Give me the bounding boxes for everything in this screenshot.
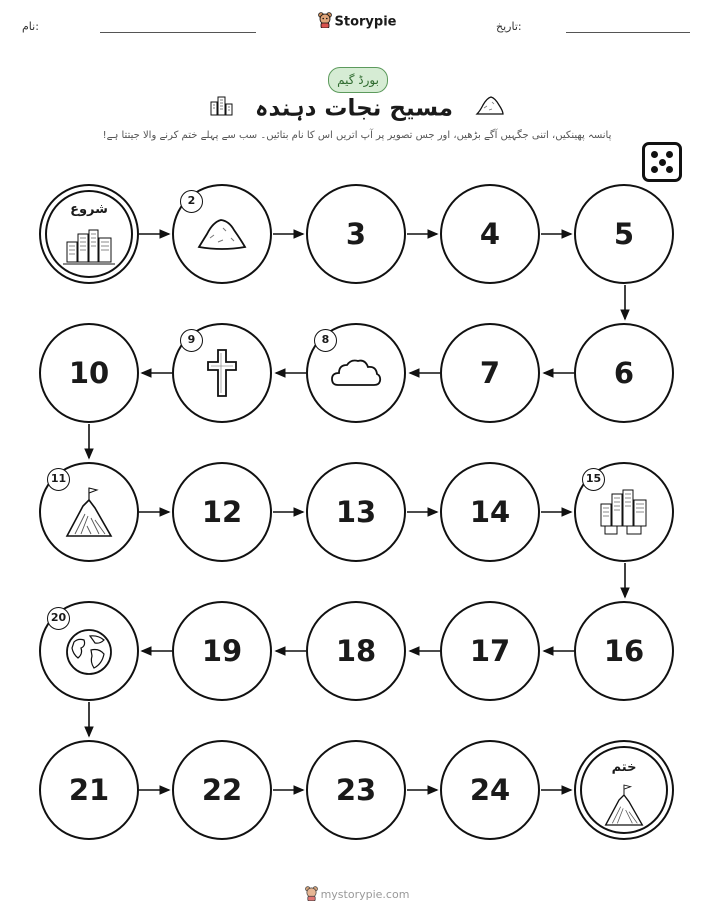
space-number: 13 xyxy=(335,495,377,529)
space-6[interactable] xyxy=(574,323,674,423)
instructions: پانسہ پھینکیں، اتنی جگہیں آگے بڑھیں، اور جس تصویر پر آپ اتریں اس کا نام بتائیں۔ سب سے پہلے ختم کرنے والا جیتتا ہے! xyxy=(102,130,612,141)
space-22[interactable] xyxy=(172,740,272,840)
space-number-badge: 11 xyxy=(47,468,70,491)
space-16[interactable] xyxy=(574,601,674,701)
cloud-icon xyxy=(330,357,382,389)
space-12[interactable] xyxy=(172,462,272,562)
space-number-badge: 2 xyxy=(180,190,203,213)
city-icon xyxy=(61,228,117,268)
space-finish[interactable] xyxy=(574,740,674,840)
space-15[interactable] xyxy=(574,462,674,562)
mountain-icon xyxy=(604,783,644,827)
space-19[interactable] xyxy=(172,601,272,701)
space-number: 18 xyxy=(335,634,377,668)
space-number: 4 xyxy=(479,217,501,251)
space-number: 12 xyxy=(201,495,243,529)
rock-icon xyxy=(196,216,248,252)
footer-site[interactable]: mystorypie.com xyxy=(320,888,410,901)
space-4[interactable] xyxy=(440,184,540,284)
date-label: تاریخ: xyxy=(496,20,522,33)
space-21[interactable] xyxy=(39,740,139,840)
city-icon xyxy=(597,488,651,536)
space-8[interactable] xyxy=(306,323,406,423)
space-24[interactable] xyxy=(440,740,540,840)
space-9[interactable] xyxy=(172,323,272,423)
space-number: 7 xyxy=(479,356,501,390)
space-20[interactable] xyxy=(39,601,139,701)
globe-icon xyxy=(64,626,114,676)
space-number: 21 xyxy=(68,773,110,807)
space-23[interactable] xyxy=(306,740,406,840)
space-number-badge: 8 xyxy=(314,329,337,352)
space-number: 24 xyxy=(469,773,511,807)
title-text: مسیح نجات دہندہ xyxy=(254,95,453,122)
space-17[interactable] xyxy=(440,601,540,701)
start-label: شروع xyxy=(70,202,108,217)
name-label: نام: xyxy=(22,20,39,33)
space-number: 6 xyxy=(613,356,635,390)
space-number: 16 xyxy=(603,634,645,668)
space-number-badge: 20 xyxy=(47,607,70,630)
space-7[interactable] xyxy=(440,323,540,423)
space-13[interactable] xyxy=(306,462,406,562)
space-3[interactable] xyxy=(306,184,406,284)
space-2[interactable] xyxy=(172,184,272,284)
finish-label: ختم xyxy=(611,760,637,775)
space-number: 10 xyxy=(68,356,110,390)
cross-icon xyxy=(206,348,238,398)
space-10[interactable] xyxy=(39,323,139,423)
space-11[interactable] xyxy=(39,462,139,562)
space-number: 23 xyxy=(335,773,377,807)
board-game-badge: بورڈ گیم xyxy=(328,67,388,93)
footer xyxy=(0,886,714,904)
bear-icon xyxy=(305,886,318,904)
brand-name: Storypie xyxy=(334,14,397,30)
space-14[interactable] xyxy=(440,462,540,562)
space-number: 3 xyxy=(345,217,367,251)
space-number-badge: 9 xyxy=(180,329,203,352)
space-number: 19 xyxy=(201,634,243,668)
space-18[interactable] xyxy=(306,601,406,701)
space-5[interactable] xyxy=(574,184,674,284)
space-number-badge: 15 xyxy=(582,468,605,491)
space-number: 17 xyxy=(469,634,511,668)
space-number: 5 xyxy=(613,217,635,251)
space-start[interactable] xyxy=(39,184,139,284)
space-number: 14 xyxy=(469,495,511,529)
space-number: 22 xyxy=(201,773,243,807)
mountain-icon xyxy=(65,486,113,538)
